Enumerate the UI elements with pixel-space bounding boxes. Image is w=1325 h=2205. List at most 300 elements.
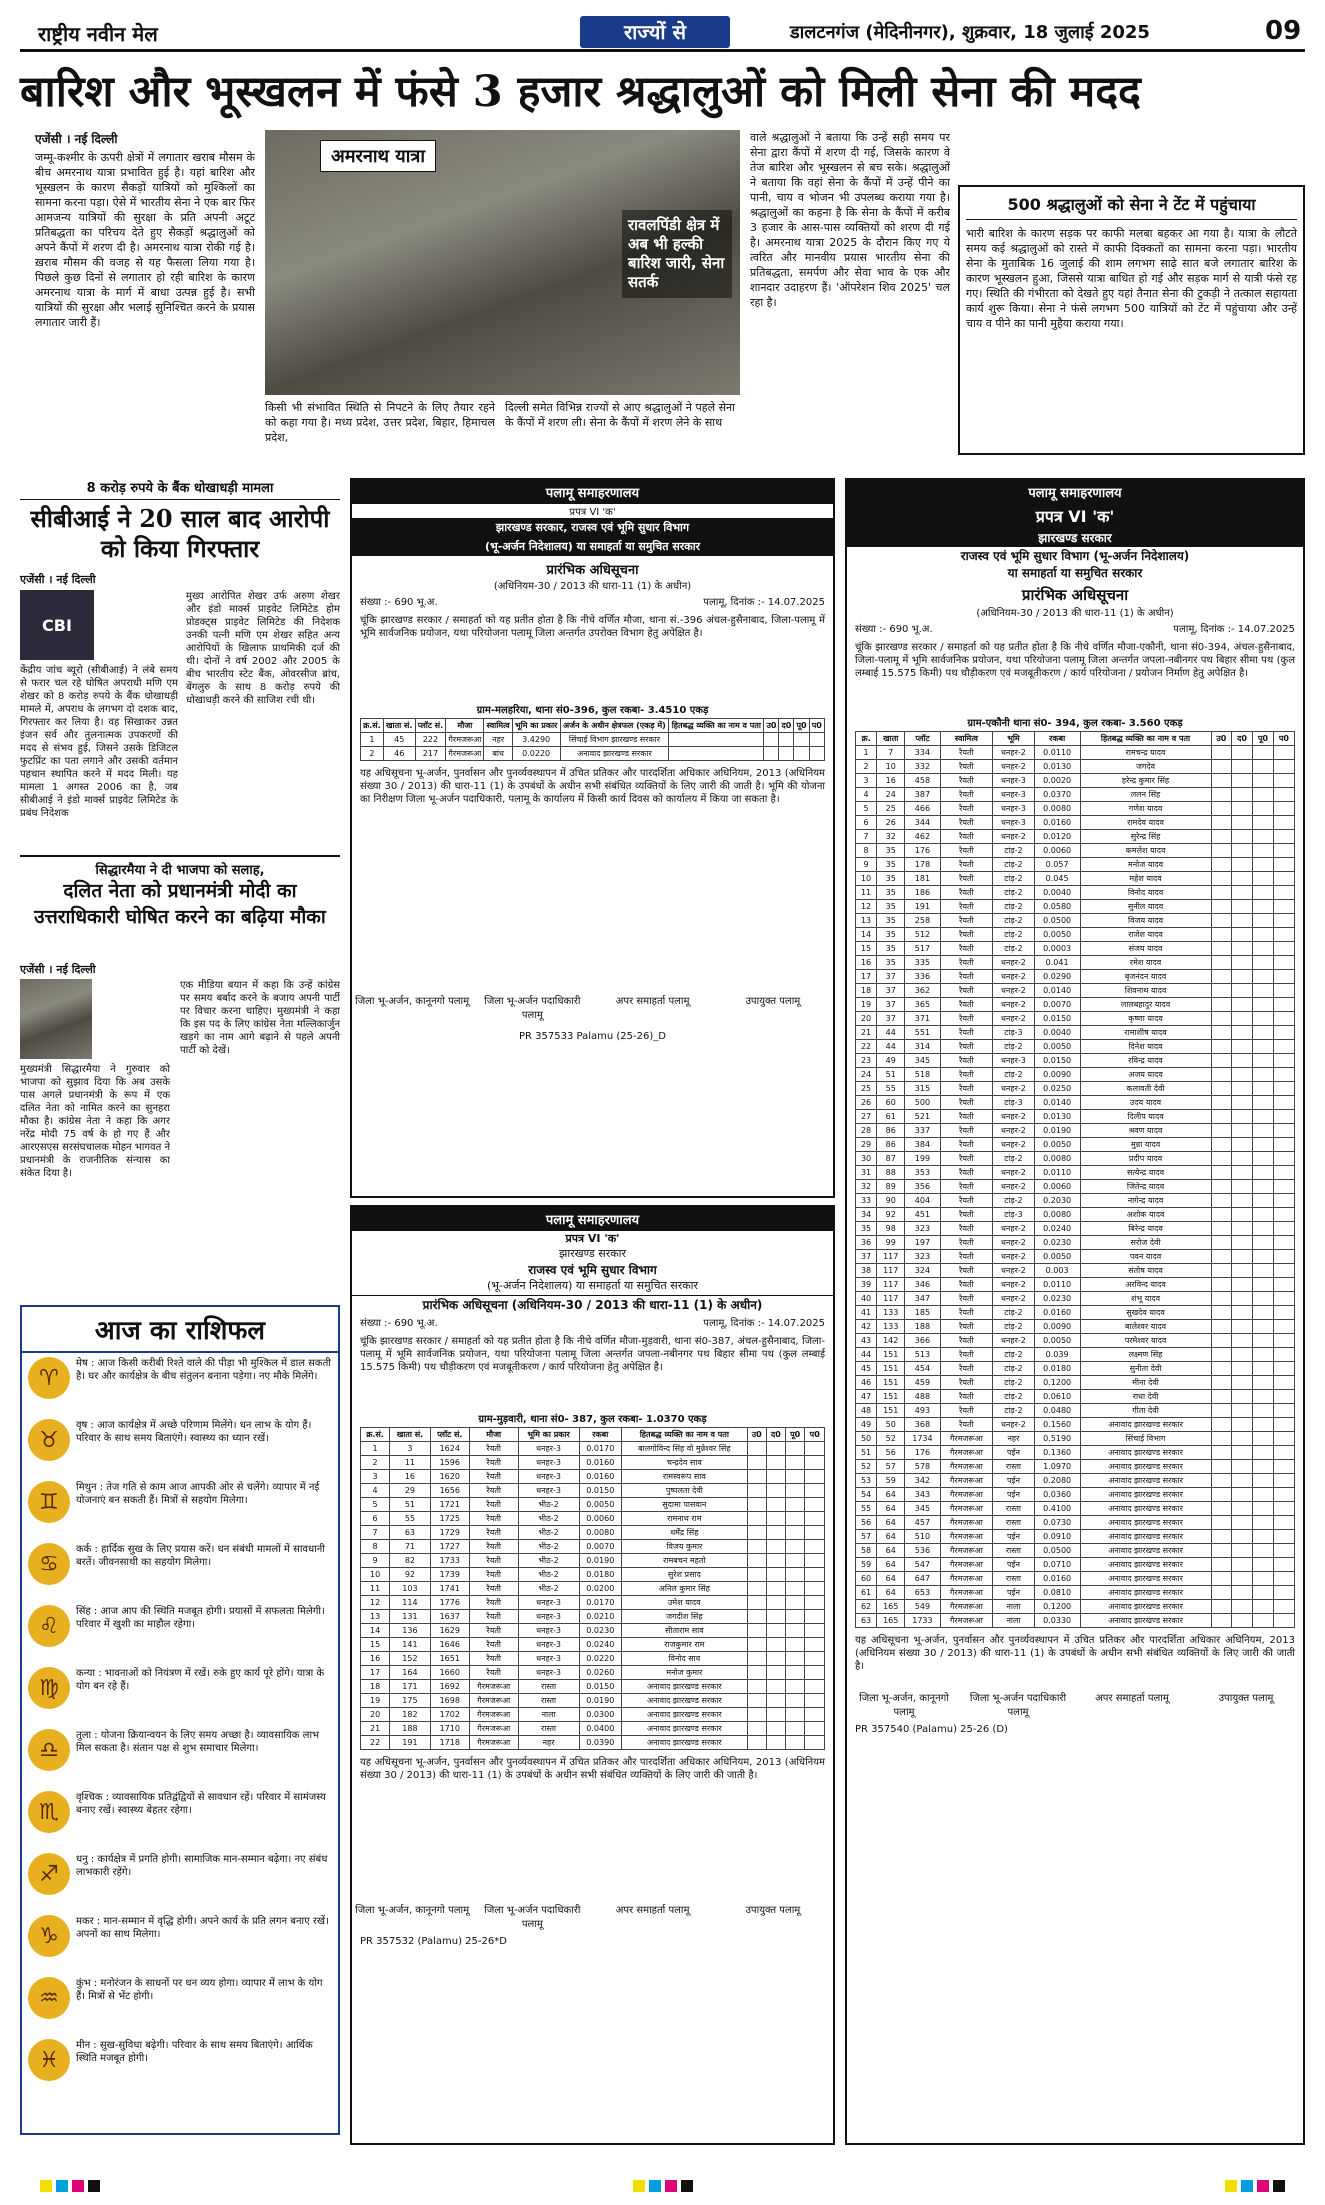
- table-cell: 1629: [430, 1624, 469, 1638]
- table-cell: 6: [856, 816, 877, 830]
- table-cell: 0.0050: [1034, 1334, 1080, 1348]
- table-cell: [1211, 816, 1232, 830]
- table-cell: 0.0140: [1034, 984, 1080, 998]
- table-cell: रैयती: [940, 914, 993, 928]
- table-cell: [1232, 1404, 1253, 1418]
- table-cell: [1232, 1124, 1253, 1138]
- table-cell: 27: [856, 1110, 877, 1124]
- notice-a: [350, 478, 835, 1198]
- rashi-text: सिंह : आज आप की स्थिति मजबूत होगी। प्रयासों में सफलता मिलेगी। परिवार में खुशी का माहौल रहेगा।: [76, 1606, 325, 1630]
- table-header: प0: [805, 1428, 825, 1442]
- table-cell: टांड़-3: [993, 1026, 1035, 1040]
- table-cell: 12: [856, 900, 877, 914]
- table-cell: रैयती: [940, 1040, 993, 1054]
- masthead: [20, 12, 1305, 52]
- table-cell: टांड़-2: [993, 886, 1035, 900]
- table-cell: धनहर-3: [518, 1666, 579, 1680]
- table-cell: [747, 1554, 766, 1568]
- table-cell: रमेश यादव: [1080, 956, 1211, 970]
- table-cell: [1252, 1026, 1273, 1040]
- table-cell: शंभू यादव: [1080, 1292, 1211, 1306]
- table-cell: [1252, 1558, 1273, 1572]
- table-row: [361, 733, 825, 747]
- table-cell: 36: [856, 1236, 877, 1250]
- table-row: [856, 746, 1295, 760]
- table-cell: 0.0070: [579, 1540, 622, 1554]
- table-cell: [1211, 984, 1232, 998]
- table-cell: [1211, 872, 1232, 886]
- table-cell: धनहर-2: [993, 1082, 1035, 1096]
- table-cell: रैयती: [940, 942, 993, 956]
- table-cell: 512: [905, 928, 940, 942]
- table-cell: 55: [390, 1512, 431, 1526]
- table-cell: 459: [905, 1376, 940, 1390]
- table-row: [856, 1362, 1295, 1376]
- rashi-item: [28, 2039, 332, 2097]
- table-cell: धनहर-2: [993, 746, 1035, 760]
- table-cell: [805, 1666, 825, 1680]
- notice-b-pr: PR 357532 (Palamu) 25-26*D: [360, 1936, 507, 1947]
- table-cell: 1656: [430, 1484, 469, 1498]
- signer: उपायुक्त पलामू: [745, 1905, 801, 1916]
- table-cell: 17: [856, 970, 877, 984]
- table-cell: धनहर-3: [993, 816, 1035, 830]
- table-cell: 59: [856, 1558, 877, 1572]
- rashi-text: कन्या : भावनाओं को नियंत्रण में रखें। रुके हुए कार्य पूरे होंगे। यात्रा के योग बन रहे हैं।: [76, 1668, 325, 1692]
- rashi-item: [28, 1853, 332, 1911]
- table-cell: रैयती: [940, 1012, 993, 1026]
- table-cell: टांड़-2: [993, 1068, 1035, 1082]
- table-cell: [1211, 928, 1232, 942]
- table-cell: रैयती: [469, 1554, 518, 1568]
- table-cell: [1252, 1390, 1273, 1404]
- table-cell: 510: [905, 1530, 940, 1544]
- table-cell: [1273, 1152, 1294, 1166]
- rashi-item: [28, 1543, 332, 1601]
- table-cell: 103: [390, 1582, 431, 1596]
- table-row: [856, 1138, 1295, 1152]
- table-cell: [1273, 1488, 1294, 1502]
- table-cell: [1252, 1194, 1273, 1208]
- table-row: [856, 1488, 1295, 1502]
- notice-b-body2: यह अधिसूचना भू-अर्जन, पुनर्वासन और पुनर्व्यवस्थापन में उचित प्रतिकर और पारदर्शिता अधिकार अधिनियम, 2013 (अधिनियम संख्या 30 / 2013) की धारा-11 (1) के उपबंधों के अधीन सभी संबंधित व्यक्तियों के लिए जारी की जाती है।: [360, 1757, 825, 1781]
- table-header: प्लॉट सं.: [415, 719, 446, 733]
- table-cell: धनहर-2: [993, 1334, 1035, 1348]
- table-cell: [1252, 1110, 1273, 1124]
- table-row: [856, 1110, 1295, 1124]
- table-cell: मुन्ना यादव: [1080, 1138, 1211, 1152]
- table-cell: 344: [905, 816, 940, 830]
- table-cell: 0.0150: [1034, 1054, 1080, 1068]
- table-cell: 56: [856, 1516, 877, 1530]
- table-cell: रैयती: [469, 1470, 518, 1484]
- table-cell: संजय यादव: [1080, 942, 1211, 956]
- color-swatch: [56, 2180, 68, 2192]
- table-cell: 549: [905, 1600, 940, 1614]
- table-row: [856, 1446, 1295, 1460]
- table-cell: 61: [877, 1110, 905, 1124]
- table-cell: रैयती: [940, 1320, 993, 1334]
- table-cell: 0.057: [1034, 858, 1080, 872]
- table-cell: 0.0060: [579, 1512, 622, 1526]
- table-cell: 57: [877, 1460, 905, 1474]
- table-cell: रैयती: [940, 1278, 993, 1292]
- table-cell: [1273, 1110, 1294, 1124]
- table-cell: 493: [905, 1404, 940, 1418]
- table-row: [856, 886, 1295, 900]
- table-cell: रैयती: [940, 844, 993, 858]
- table-cell: 0.0480: [1034, 1404, 1080, 1418]
- table-cell: [785, 1442, 804, 1456]
- table-cell: [1232, 886, 1253, 900]
- table-cell: [1273, 1040, 1294, 1054]
- table-cell: 1725: [430, 1512, 469, 1526]
- table-cell: धनहर-3: [518, 1484, 579, 1498]
- table-cell: [1273, 956, 1294, 970]
- table-cell: रैयती: [469, 1624, 518, 1638]
- table-cell: 653: [905, 1586, 940, 1600]
- table-cell: 0.0300: [579, 1708, 622, 1722]
- table-cell: टांड़-2: [993, 1320, 1035, 1334]
- table-cell: 35: [856, 1222, 877, 1236]
- notice-a-ref: संख्या :- 690 भू.अ.: [360, 597, 438, 608]
- notice-c-table: [855, 731, 1295, 1628]
- table-cell: [766, 1554, 785, 1568]
- table-cell: [1232, 1110, 1253, 1124]
- table-cell: कमलेश यादव: [1080, 844, 1211, 858]
- table-cell: [1232, 1138, 1253, 1152]
- table-row: [856, 774, 1295, 788]
- table-cell: [1232, 1544, 1253, 1558]
- rashi-text: कर्क : हार्दिक सुख के लिए प्रयास करें। धन संबंधी मामलों में सावधानी बरतें। जीवनसाथी का सहयोग मिलेगा।: [76, 1544, 325, 1568]
- table-cell: [1252, 942, 1273, 956]
- table-row: [361, 1456, 825, 1470]
- table-cell: [1211, 1348, 1232, 1362]
- table-cell: 0.0190: [579, 1554, 622, 1568]
- table-cell: [805, 1540, 825, 1554]
- table-header: हितबद्ध व्यक्ति का नाम व पता: [622, 1428, 748, 1442]
- table-cell: धनहर-2: [993, 1250, 1035, 1264]
- lead-story: [20, 130, 950, 470]
- table-cell: रैयती: [940, 998, 993, 1012]
- table-cell: [747, 1652, 766, 1666]
- table-cell: विजय कुमार: [622, 1540, 748, 1554]
- table-cell: अशोक यादव: [1080, 1208, 1211, 1222]
- table-cell: [1252, 1376, 1273, 1390]
- table-cell: [785, 1498, 804, 1512]
- table-cell: 136: [390, 1624, 431, 1638]
- table-cell: गैरमजरूआ: [469, 1722, 518, 1736]
- table-cell: अनावाद झारखण्ड सरकार: [560, 747, 669, 761]
- table-cell: 2: [361, 1456, 390, 1470]
- table-cell: 176: [905, 844, 940, 858]
- table-cell: सरोज देवी: [1080, 1236, 1211, 1250]
- table-cell: 35: [877, 928, 905, 942]
- table-cell: [747, 1456, 766, 1470]
- table-cell: भीठ-2: [518, 1512, 579, 1526]
- table-cell: 191: [905, 900, 940, 914]
- table-cell: [1232, 816, 1253, 830]
- table-cell: 337: [905, 1124, 940, 1138]
- table-cell: [1252, 1334, 1273, 1348]
- table-cell: 457: [905, 1516, 940, 1530]
- table-cell: प्रदीप यादव: [1080, 1152, 1211, 1166]
- table-cell: रैयती: [940, 1208, 993, 1222]
- table-cell: 0.0500: [1034, 914, 1080, 928]
- rashi-item: [28, 1357, 332, 1415]
- table-header: भूमि का प्रकार: [518, 1428, 579, 1442]
- table-cell: नाला: [518, 1708, 579, 1722]
- table-cell: 536: [905, 1544, 940, 1558]
- table-row: [856, 998, 1295, 1012]
- table-cell: 22: [361, 1736, 390, 1750]
- table-cell: भीठ-2: [518, 1498, 579, 1512]
- table-cell: [1232, 1250, 1253, 1264]
- table-cell: [1273, 1614, 1294, 1628]
- table-cell: [785, 1470, 804, 1484]
- table-cell: 0.003: [1034, 1264, 1080, 1278]
- table-cell: 345: [905, 1502, 940, 1516]
- table-row: [361, 1666, 825, 1680]
- table-cell: [1273, 1600, 1294, 1614]
- table-cell: रैयती: [469, 1540, 518, 1554]
- table-cell: टांड़-2: [993, 1376, 1035, 1390]
- table-cell: 518: [905, 1068, 940, 1082]
- table-header: स्वामित्व: [940, 732, 993, 746]
- table-cell: [747, 1442, 766, 1456]
- table-cell: [766, 1652, 785, 1666]
- table-cell: सुनीता देवी: [1080, 1362, 1211, 1376]
- table-cell: [1273, 1236, 1294, 1250]
- table-cell: [1252, 1320, 1273, 1334]
- rashi-item: [28, 1667, 332, 1725]
- table-cell: [1211, 1264, 1232, 1278]
- table-cell: 5: [361, 1498, 390, 1512]
- table-cell: [805, 1722, 825, 1736]
- table-cell: 1698: [430, 1694, 469, 1708]
- table-cell: [1232, 1264, 1253, 1278]
- table-cell: [1211, 1516, 1232, 1530]
- table-cell: धनहर-2: [993, 1264, 1035, 1278]
- story-siddaramaiah: [20, 855, 340, 1295]
- table-row: [856, 942, 1295, 956]
- table-cell: [1252, 802, 1273, 816]
- rashi-text: मेष : आज किसी करीबी रिश्ते वाले की पीड़ा भी मुश्किल में डाल सकती है। घर और कार्यक्षेत्र के बीच संतुलन बनाना पड़ेगा। नए मौके मिलेंगे।: [76, 1358, 331, 1382]
- table-cell: 0.4100: [1034, 1502, 1080, 1516]
- table-cell: रैयती: [940, 1180, 993, 1194]
- cbi-text2: मुख्य आरोपित शेखर उर्फ अरुण शेखर और इंडो मार्क्स प्राइवेट लिमिटेड होम प्रोडक्ट्स प्राइवेट लिमिटेड की निदेशक उनकी पत्नी मणि एम शेखर सहित अन्य आरोपियों के खिलाफ प्राथमिकी दर्ज की थी। दोनों ने वर्ष 2002 और 2005 के बीच भारतीय स्टेट बैंक, ओवरसीज ब्रांच, बेंगलुरु के साथ 8 करोड़ रुपये की धोखाधड़ी करने की साजिश रची थी।: [186, 591, 340, 706]
- table-cell: 13: [856, 914, 877, 928]
- table-cell: 0.1560: [1034, 1418, 1080, 1432]
- table-cell: अनावाद झारखण्ड सरकार: [1080, 1600, 1211, 1614]
- zodiac-icon: ♑: [28, 1915, 70, 1957]
- table-cell: [1273, 1306, 1294, 1320]
- table-cell: 16: [856, 956, 877, 970]
- table-cell: नागेन्द्र यादव: [1080, 1194, 1211, 1208]
- rashi-item: [28, 1419, 332, 1477]
- table-cell: 29: [390, 1484, 431, 1498]
- table-cell: रामस्वरूप साव: [622, 1470, 748, 1484]
- table-cell: गैरमजरूआ: [446, 733, 484, 747]
- zodiac-icon: ♓: [28, 2039, 70, 2081]
- table-cell: पईन: [993, 1488, 1035, 1502]
- table-cell: 28: [856, 1124, 877, 1138]
- table-cell: अनावाद झारखण्ड सरकार: [622, 1736, 748, 1750]
- table-cell: 176: [905, 1446, 940, 1460]
- table-header: भूमि का प्रकार: [512, 719, 560, 733]
- table-cell: 0.0200: [579, 1582, 622, 1596]
- table-cell: 0.0330: [1034, 1614, 1080, 1628]
- table-cell: धनहर-2: [993, 1292, 1035, 1306]
- table-cell: [1232, 970, 1253, 984]
- table-cell: रैयती: [940, 1292, 993, 1306]
- table-cell: रैयती: [469, 1596, 518, 1610]
- table-cell: 2: [361, 747, 384, 761]
- table-cell: 1702: [430, 1708, 469, 1722]
- table-cell: 64: [877, 1572, 905, 1586]
- table-row: [856, 1306, 1295, 1320]
- table-cell: 0.039: [1034, 1348, 1080, 1362]
- table-cell: 60: [877, 1096, 905, 1110]
- table-cell: [1273, 886, 1294, 900]
- table-cell: 141: [390, 1638, 431, 1652]
- table-cell: विनोद यादव: [1080, 886, 1211, 900]
- table-cell: धनहर-3: [993, 802, 1035, 816]
- table-cell: 3.4290: [512, 733, 560, 747]
- signer: उपायुक्त पलामू: [745, 996, 801, 1007]
- table-cell: 164: [390, 1666, 431, 1680]
- table-cell: गैरमजरूआ: [940, 1474, 993, 1488]
- table-cell: [1252, 1572, 1273, 1586]
- table-cell: 151: [877, 1362, 905, 1376]
- table-cell: टांड़-3: [993, 1096, 1035, 1110]
- table-cell: 2: [856, 760, 877, 774]
- table-cell: रास्ता: [993, 1572, 1035, 1586]
- table-cell: [1273, 1292, 1294, 1306]
- table-cell: [1273, 1586, 1294, 1600]
- table-cell: 64: [877, 1488, 905, 1502]
- table-cell: [1211, 1404, 1232, 1418]
- table-row: [856, 1208, 1295, 1222]
- table-cell: 315: [905, 1082, 940, 1096]
- rashifal-title: आज का राशिफल: [22, 1307, 338, 1353]
- table-row: [856, 1348, 1295, 1362]
- table-cell: 31: [856, 1166, 877, 1180]
- table-cell: गैरमजरूआ: [940, 1586, 993, 1600]
- table-cell: 0.0220: [512, 747, 560, 761]
- table-row: [856, 1264, 1295, 1278]
- table-cell: 0.0150: [579, 1680, 622, 1694]
- table-cell: रामनाथ राम: [622, 1512, 748, 1526]
- table-cell: 500: [905, 1096, 940, 1110]
- table-cell: 55: [877, 1082, 905, 1096]
- side-box: [958, 185, 1305, 455]
- table-cell: [1273, 1278, 1294, 1292]
- notice-b-form: प्रपत्र VI 'क': [565, 1232, 620, 1245]
- cbi-byline: एजेंसी । नई दिल्ली: [20, 573, 96, 586]
- table-cell: [1232, 1488, 1253, 1502]
- table-cell: [1211, 802, 1232, 816]
- table-cell: अनावाद झारखण्ड सरकार: [1080, 1516, 1211, 1530]
- table-cell: [785, 1512, 804, 1526]
- table-cell: भीठ-2: [518, 1554, 579, 1568]
- table-cell: [1273, 1446, 1294, 1460]
- zodiac-icon: ♍: [28, 1667, 70, 1709]
- table-row: [856, 1390, 1295, 1404]
- table-cell: 0.0710: [1034, 1558, 1080, 1572]
- table-cell: [805, 1526, 825, 1540]
- table-cell: रैयती: [940, 1222, 993, 1236]
- color-swatch: [1273, 2180, 1285, 2192]
- notice-c-body: चूंकि झारखण्ड सरकार / समाहर्ता को यह प्रतीत होता है कि नीचे वर्णित मौजा-एकौनी, थाना सं0-394, अंचल-हुसैनाबाद, जिला-पलामू में भूमि सार्वजनिक प्रयोजन, यथा परियोजना पलामू जिला अन्तर्गत जपला-नबीनगर पथ बिहार सीमा पथ (कुल लम्बाई 15.575 किमी) पथ चौड़ीकरण एवं मजबूतीकरण / कार्य परियोजना / प्रयोजन निर्माण हेतु अपेक्षित है।: [855, 642, 1295, 679]
- table-cell: 92: [390, 1568, 431, 1582]
- table-header: अर्जन के अधीन क्षेत्रफल (एकड़ में): [560, 719, 669, 733]
- table-cell: 99: [877, 1236, 905, 1250]
- table-row: [856, 1222, 1295, 1236]
- table-cell: [785, 1526, 804, 1540]
- table-cell: [1211, 1600, 1232, 1614]
- table-cell: अनावाद झारखण्ड सरकार: [1080, 1586, 1211, 1600]
- table-cell: 37: [877, 984, 905, 998]
- sidda-headline: दलित नेता को प्रधानमंत्री मोदी का उत्तराधिकारी घोषित करने का बढ़िया मौका: [34, 880, 326, 928]
- table-cell: रैयती: [940, 788, 993, 802]
- table-cell: टांड़-2: [993, 1390, 1035, 1404]
- table-cell: [1252, 900, 1273, 914]
- table-cell: 0.0150: [579, 1484, 622, 1498]
- table-cell: [1211, 1250, 1232, 1264]
- table-header: मौजा: [469, 1428, 518, 1442]
- table-cell: [1211, 1488, 1232, 1502]
- table-cell: रैयती: [469, 1442, 518, 1456]
- table-row: [361, 1722, 825, 1736]
- rashi-item: [28, 1791, 332, 1849]
- table-cell: 37: [877, 970, 905, 984]
- table-cell: 181: [905, 872, 940, 886]
- table-cell: [1252, 1292, 1273, 1306]
- table-cell: अनावाद झारखण्ड सरकार: [622, 1722, 748, 1736]
- table-cell: [1273, 802, 1294, 816]
- table-cell: [785, 1568, 804, 1582]
- table-cell: रैयती: [469, 1610, 518, 1624]
- table-cell: रैयती: [469, 1652, 518, 1666]
- table-cell: [1252, 858, 1273, 872]
- table-row: [361, 1652, 825, 1666]
- table-cell: 0.0080: [579, 1526, 622, 1540]
- table-cell: 58: [856, 1544, 877, 1558]
- cbi-text1: केंद्रीय जांच ब्यूरो (सीबीआई) ने लंबे समय से फरार चल रहे घोषित अपराधी मणि एम शेखर को 8 करोड़ रुपये के बैंक धोखाधड़ी मामले में, अपराध के लगभग दो दशक बाद, गिरफ्तार कर लिया है। वह सिखाकर उन्नत इंजन सर्व और तुलनात्मक उपकरणों की मदद से संभव हुई, जिसने उसके डिजिटल फुटप्रिंट का पता लगाने और उसकी वर्तमान पहचान स्थापित करने में मदद मिली। यह मामला 1 अगस्त 2006 का है, जब सीबीआई ने इंडो मार्क्स प्राइवेट लिमिटेड के प्रबंध निदेशक: [20, 665, 178, 819]
- zodiac-icon: ♏: [28, 1791, 70, 1833]
- table-cell: रैयती: [469, 1638, 518, 1652]
- table-cell: [1252, 760, 1273, 774]
- table-cell: 458: [905, 774, 940, 788]
- table-cell: [805, 1624, 825, 1638]
- table-cell: 0.041: [1034, 956, 1080, 970]
- table-cell: [1252, 1068, 1273, 1082]
- table-cell: 0.0080: [1034, 802, 1080, 816]
- table-cell: रैयती: [469, 1498, 518, 1512]
- signer: अपर समाहर्ता पलामू: [615, 1905, 690, 1916]
- table-cell: 387: [905, 788, 940, 802]
- table-header: प्लॉट सं.: [430, 1428, 469, 1442]
- table-cell: 14: [361, 1624, 390, 1638]
- table-cell: चन्द्रदेव साव: [622, 1456, 748, 1470]
- table-cell: [1211, 998, 1232, 1012]
- table-cell: 1727: [430, 1540, 469, 1554]
- table-cell: 7: [877, 746, 905, 760]
- table-cell: 332: [905, 760, 940, 774]
- table-cell: 18: [856, 984, 877, 998]
- table-cell: धनहर-3: [993, 788, 1035, 802]
